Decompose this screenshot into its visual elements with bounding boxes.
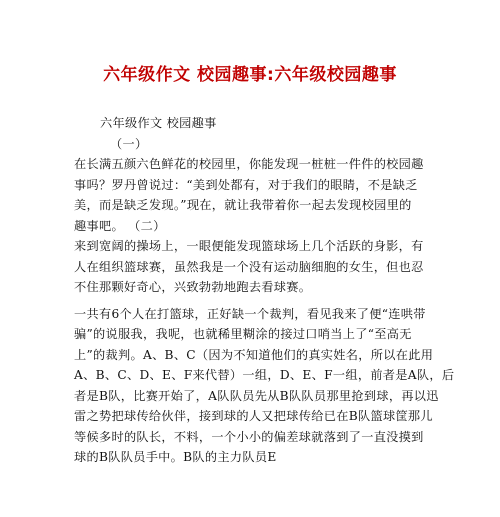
text-line: 一共有6个人在打篮球，正好缺一个裁判，看见我来了便“连哄带 <box>74 306 426 321</box>
text-line: 者是B队，比赛开始了，A队队员先从B队队员那里抢到球，再以迅 <box>74 388 439 403</box>
text-line: 不住那颗好奇心，兴致勃勃地跑去看球赛。 <box>74 280 312 294</box>
text-line: 人在组织篮球赛，虽然我是一个没有运动脑细胞的女生，但也忍 <box>74 259 424 274</box>
section-marker: （一） <box>110 136 148 151</box>
text-line: 趣事吧。 （二） <box>74 218 166 233</box>
paragraph-2 <box>74 236 434 298</box>
paragraph-1 <box>74 154 434 236</box>
paragraph-3 <box>74 304 455 468</box>
text-line: 来到宽阔的操场上，一眼便能发现篮球场上几个活跃的身影，有 <box>74 239 424 253</box>
text-line: 在长满五颜六色鲜花的校园里，你能发现一桩桩一件件的校园趣 <box>74 157 424 171</box>
text-line: 事吗？罗丹曾说过：“美到处都有，对于我们的眼睛，不是缺乏 <box>74 177 418 192</box>
text-line: 骗”的说服我，我呢，也就稀里糊涂的接过口哨当上了“至高无 <box>74 327 412 341</box>
text-line: 美，而是缺乏发现。”现在，就让我带着你一起去发现校园里的 <box>74 198 412 212</box>
text-line: A、B、C、D、E、F来代替）一组，D、E、F一组，前者是A队，后 <box>74 368 455 382</box>
text-line: 等候多时的队长，不料，一个小小的偏差球就落到了一直没摸到 <box>74 429 424 444</box>
text-line: 球的B队队员手中。B队的主力队员E <box>74 450 277 464</box>
document-body <box>74 113 455 468</box>
article-subtitle: 六年级作文 校园趣事 <box>100 116 217 130</box>
text-line: 雷之势把球传给伙伴，接到球的人又把球传给已在B队篮球筐那儿 <box>74 409 433 423</box>
text-line: 上”的裁判。A、B、C（因为不知道他们的真实姓名，所以在此用 <box>74 347 434 362</box>
document-title: 六年级作文 校园趣事:六年级校园趣事 <box>103 65 397 85</box>
